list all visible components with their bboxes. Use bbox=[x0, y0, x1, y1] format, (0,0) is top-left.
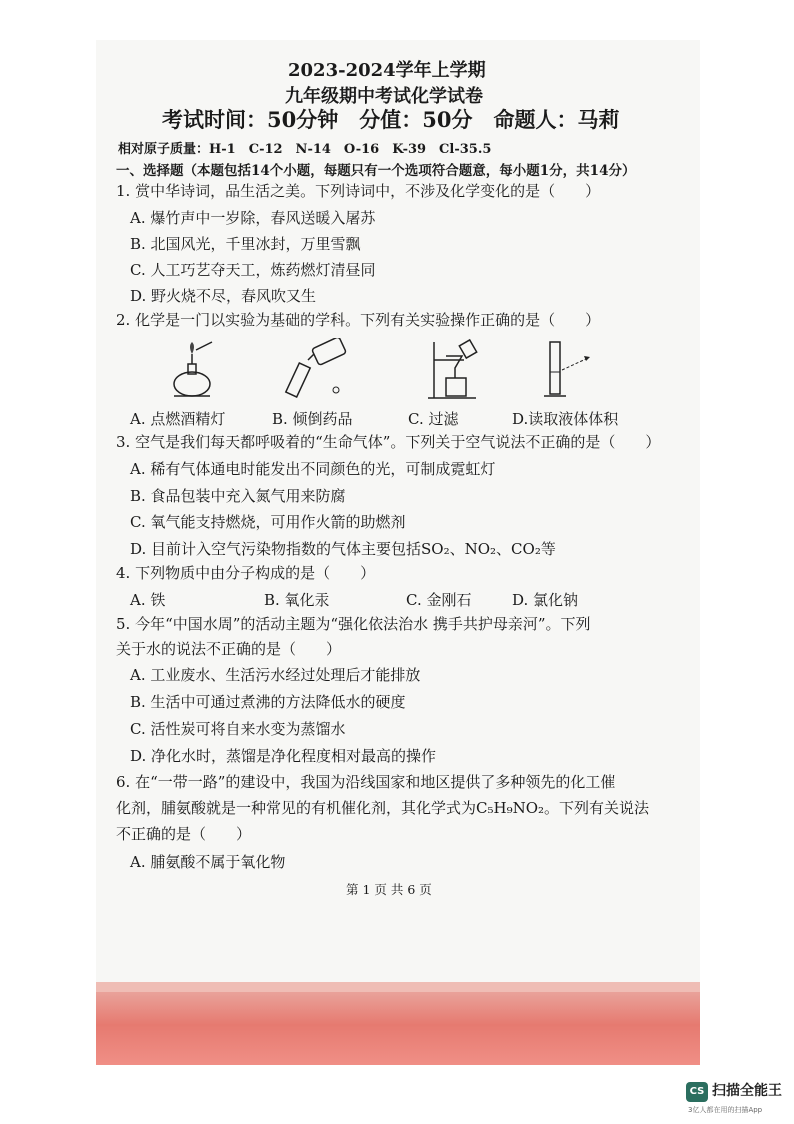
section-heading: 一、选择题（本题包括14个小题，每题只有一个选项符合题意，每小题1分，共14分） bbox=[116, 163, 636, 179]
q1-option-a: A. 爆竹声中一岁除，春风送暖入屠苏 bbox=[130, 209, 376, 227]
q5-option-a: A. 工业废水、生活污水经过处理后才能排放 bbox=[130, 666, 421, 684]
q4-option-b: B. 氧化汞 bbox=[264, 591, 330, 609]
q2-option-c: C. 过滤 bbox=[408, 410, 459, 428]
exam-title: 九年级期中考试化学试卷 bbox=[285, 86, 483, 107]
camscanner-tagline: 3亿人都在用的扫描App bbox=[688, 1106, 763, 1114]
q5-option-c: C. 活性炭可将自来水变为蒸馏水 bbox=[130, 720, 346, 738]
q1-option-b: B. 北国风光，千里冰封，万里雪飘 bbox=[130, 235, 361, 253]
q2-option-a: A. 点燃酒精灯 bbox=[130, 410, 226, 428]
pouring-illustration bbox=[284, 338, 354, 398]
scan-stain bbox=[96, 992, 700, 1065]
question-6: 6. 在“一带一路”的建设中，我国为沿线国家和地区提供了多种领先的化工催 bbox=[116, 773, 616, 791]
exam-year: 2023-2024学年上学期 bbox=[288, 60, 486, 81]
question-2: 2. 化学是一门以实验为基础的学科。下列有关实验操作正确的是（ ） bbox=[116, 311, 601, 329]
question-6-cont: 化剂，脯氨酸就是一种常见的有机催化剂，其化学式为C₅H₉NO₂。下列有关说法 bbox=[116, 799, 650, 817]
q2-option-d: D.读取液体体积 bbox=[512, 410, 619, 428]
question-1: 1. 赏中华诗词，品生活之美。下列诗词中，不涉及化学变化的是（ ） bbox=[116, 182, 601, 200]
q5-option-b: B. 生活中可通过煮沸的方法降低水的硬度 bbox=[130, 693, 406, 711]
q3-option-c: C. 氧气能支持燃烧，可用作火箭的助燃剂 bbox=[130, 513, 406, 531]
exam-info: 考试时间：50分钟 分值：50分 命题人：马莉 bbox=[162, 107, 620, 132]
q1-option-c: C. 人工巧艺夺天工，炼药燃灯清昼同 bbox=[130, 261, 376, 279]
q4-option-d: D. 氯化钠 bbox=[512, 591, 579, 609]
q1-option-d: D. 野火烧不尽，春风吹又生 bbox=[130, 287, 317, 305]
question-6-cont2: 不正确的是（ ） bbox=[116, 825, 252, 843]
atomic-mass: 相对原子质量：H-1 C-12 N-14 O-16 K-39 Cl-35.5 bbox=[118, 142, 492, 157]
q4-option-c: C. 金刚石 bbox=[406, 591, 472, 609]
alcohol-lamp-illustration bbox=[168, 340, 218, 402]
q4-option-a: A. 铁 bbox=[130, 591, 166, 609]
question-5: 5. 今年“中国水周”的活动主题为“强化依法治水 携手共护母亲河”。下列 bbox=[116, 615, 591, 633]
question-3: 3. 空气是我们每天都呼吸着的“生命气体”。下列关于空气说法不正确的是（ ） bbox=[116, 433, 661, 451]
graduated-cylinder-illustration bbox=[540, 340, 600, 404]
q3-option-d: D. 目前计入空气污染物指数的气体主要包括SO₂、NO₂、CO₂等 bbox=[130, 540, 556, 558]
q5-option-d: D. 净化水时，蒸馏是净化程度相对最高的操作 bbox=[130, 747, 437, 765]
question-4: 4. 下列物质中由分子构成的是（ ） bbox=[116, 564, 376, 582]
q6-option-a: A. 脯氨酸不属于氧化物 bbox=[130, 853, 286, 871]
page-footer: 第 1 页 共 6 页 bbox=[346, 882, 432, 897]
q2-option-b: B. 倾倒药品 bbox=[272, 410, 353, 428]
question-5-cont: 关于水的说法不正确的是（ ） bbox=[116, 640, 342, 658]
camscanner-logo: CS bbox=[686, 1082, 708, 1102]
camscanner-brand: 扫描全能王 bbox=[712, 1083, 782, 1099]
q3-option-b: B. 食品包装中充入氮气用来防腐 bbox=[130, 487, 346, 505]
filtration-illustration bbox=[424, 338, 484, 402]
q3-option-a: A. 稀有气体通电时能发出不同颜色的光，可制成霓虹灯 bbox=[130, 460, 496, 478]
